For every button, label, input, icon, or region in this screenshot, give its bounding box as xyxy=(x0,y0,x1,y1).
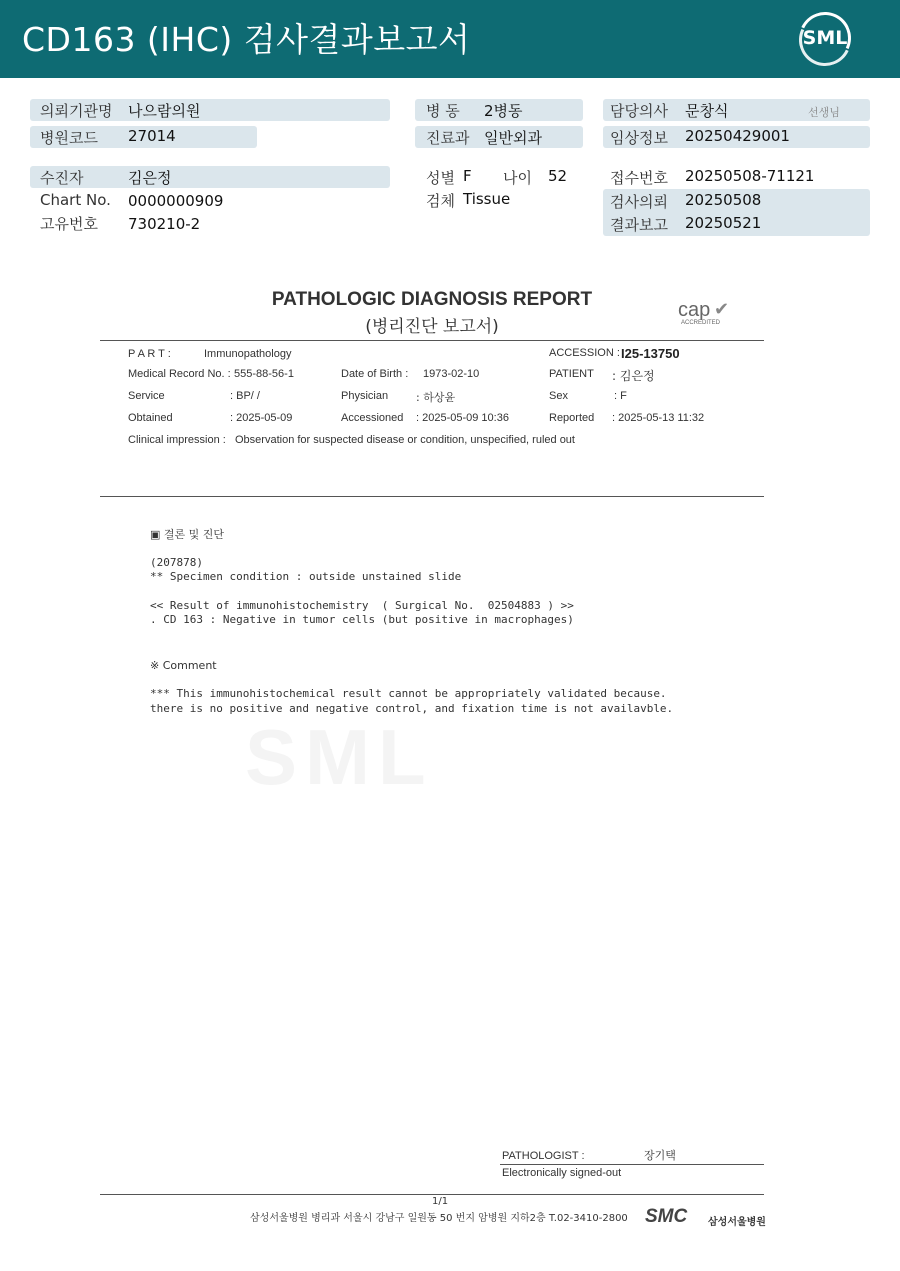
dob-value: 1973-02-10 xyxy=(423,368,480,380)
receipt-no-label: 접수번호 xyxy=(610,169,668,187)
report-subtitle: (병리진단 보고서) xyxy=(365,317,499,337)
checkmark-icon: ✔ xyxy=(714,299,730,320)
result-line: << Result of immunohistochemistry ( Surgical No. 02504883 ) >> xyxy=(150,599,574,612)
doctor-suffix: 선생님 xyxy=(808,106,840,119)
test-request-value: 20250508 xyxy=(685,191,762,209)
comment-line: *** This immunohistochemical result cannot be appropriately validated because. xyxy=(150,687,667,700)
clinical-impression-label: Clinical impression : xyxy=(128,434,226,446)
page-title: CD163 (IHC) 검사결과보고서 xyxy=(22,20,471,59)
footer-address: 삼성서울병원 병리과 서울시 강남구 일원동 50 번지 암병원 지하2층 T.02-3410-2800 xyxy=(250,1213,628,1224)
mrn-value: 555-88-56-1 xyxy=(234,368,294,380)
accessioned-value: : 2025-05-09 10:36 xyxy=(416,412,509,424)
clinical-info-value: 20250429001 xyxy=(685,127,790,145)
divider xyxy=(500,1164,764,1165)
specimen-label: 검체 xyxy=(426,192,455,210)
part-label: P A R T : xyxy=(128,348,171,360)
field-bar xyxy=(30,166,390,188)
test-request-label: 검사의뢰 xyxy=(610,193,668,211)
department-label: 진료과 xyxy=(426,129,470,147)
result-line: (207878) xyxy=(150,556,203,569)
result-line: . CD 163 : Negative in tumor cells (but positive in macrophages) xyxy=(150,613,574,626)
age-value: 52 xyxy=(548,167,568,185)
section-title: ▣ 결론 및 진단 xyxy=(150,528,225,541)
obtained-label: Obtained xyxy=(128,412,173,424)
pathologist-label: PATHOLOGIST : xyxy=(502,1150,585,1162)
reported-value: : 2025-05-13 11:32 xyxy=(612,412,705,424)
unique-no-label: 고유번호 xyxy=(40,215,98,233)
cap-accredited-logo xyxy=(678,299,740,331)
age-label: 나이 xyxy=(503,169,532,187)
part-value: Immunopathology xyxy=(204,348,292,360)
sex-label-report: Sex xyxy=(549,390,568,402)
cap-logo-text: cap xyxy=(678,299,711,321)
department-value: 일반외과 xyxy=(484,129,542,147)
sex-label: 성별 xyxy=(426,169,455,187)
physician-label: Physician xyxy=(341,390,389,402)
clinical-info-label: 임상정보 xyxy=(610,129,668,147)
reported-label: Reported xyxy=(549,412,595,424)
comment-title: ※ Comment xyxy=(150,659,217,672)
divider xyxy=(100,1194,764,1195)
accessioned-label: Accessioned xyxy=(341,412,404,424)
hospital-code-label: 병원코드 xyxy=(40,129,98,147)
comment-line: there is no positive and negative control, and fixation time is not availavble. xyxy=(150,702,674,715)
patient-label: 수진자 xyxy=(40,169,84,187)
ward-value: 2병동 xyxy=(484,102,523,120)
smc-logo: SMC xyxy=(645,1206,688,1227)
obtained-value: : 2025-05-09 xyxy=(230,412,293,424)
hospital-code-value: 27014 xyxy=(128,127,176,145)
unique-no-value: 730210-2 xyxy=(128,215,201,233)
result-report-value: 20250521 xyxy=(685,214,762,232)
signed-out-text: Electronically signed-out xyxy=(502,1167,622,1179)
doctor-value: 문창식 xyxy=(685,102,729,120)
ward-label: 병 동 xyxy=(426,102,460,120)
patient-value: 김은정 xyxy=(128,169,172,187)
cap-accredited-text: ACCREDITED xyxy=(681,320,721,326)
watermark-logo: SML xyxy=(245,713,434,801)
footer-hospital: 삼성서울병원 xyxy=(708,1217,766,1228)
divider xyxy=(100,496,764,497)
service-label: Service xyxy=(128,390,165,402)
receipt-no-value: 20250508-71121 xyxy=(685,167,815,185)
header-bar xyxy=(0,0,900,78)
chart-no-label: Chart No. xyxy=(40,191,111,209)
doctor-label: 담당의사 xyxy=(610,102,668,120)
sex-value-report: : F xyxy=(614,390,627,402)
chart-no-value: 0000000909 xyxy=(128,192,224,210)
requesting-institution-value: 나으람의원 xyxy=(128,102,201,120)
dob-label: Date of Birth : xyxy=(341,368,409,380)
patient-value-report: : 김은정 xyxy=(612,369,655,383)
clinical-impression-value: Observation for suspected disease or condition, unspecified, ruled out xyxy=(235,434,575,446)
result-line: ** Specimen condition : outside unstained slide xyxy=(150,570,462,583)
pathologist-name: 장기택 xyxy=(644,1149,676,1162)
page-number: 1/1 xyxy=(432,1196,449,1207)
accession-value: I25-13750 xyxy=(621,346,680,361)
sml-logo xyxy=(796,12,854,66)
result-report-label: 결과보고 xyxy=(610,216,668,234)
logo-text: SML xyxy=(802,27,848,49)
sex-value: F xyxy=(463,167,472,185)
mrn-label: Medical Record No. : xyxy=(128,368,231,380)
requesting-institution-label: 의뢰기관명 xyxy=(40,102,113,120)
patient-label-report: PATIENT xyxy=(549,368,594,380)
service-value: : BP/ / xyxy=(230,390,260,402)
physician-value: : 하상윤 xyxy=(416,391,456,404)
specimen-value: Tissue xyxy=(463,190,511,208)
report-title: PATHOLOGIC DIAGNOSIS REPORT xyxy=(271,289,593,310)
accession-label: ACCESSION : xyxy=(549,347,620,359)
divider xyxy=(100,340,764,341)
